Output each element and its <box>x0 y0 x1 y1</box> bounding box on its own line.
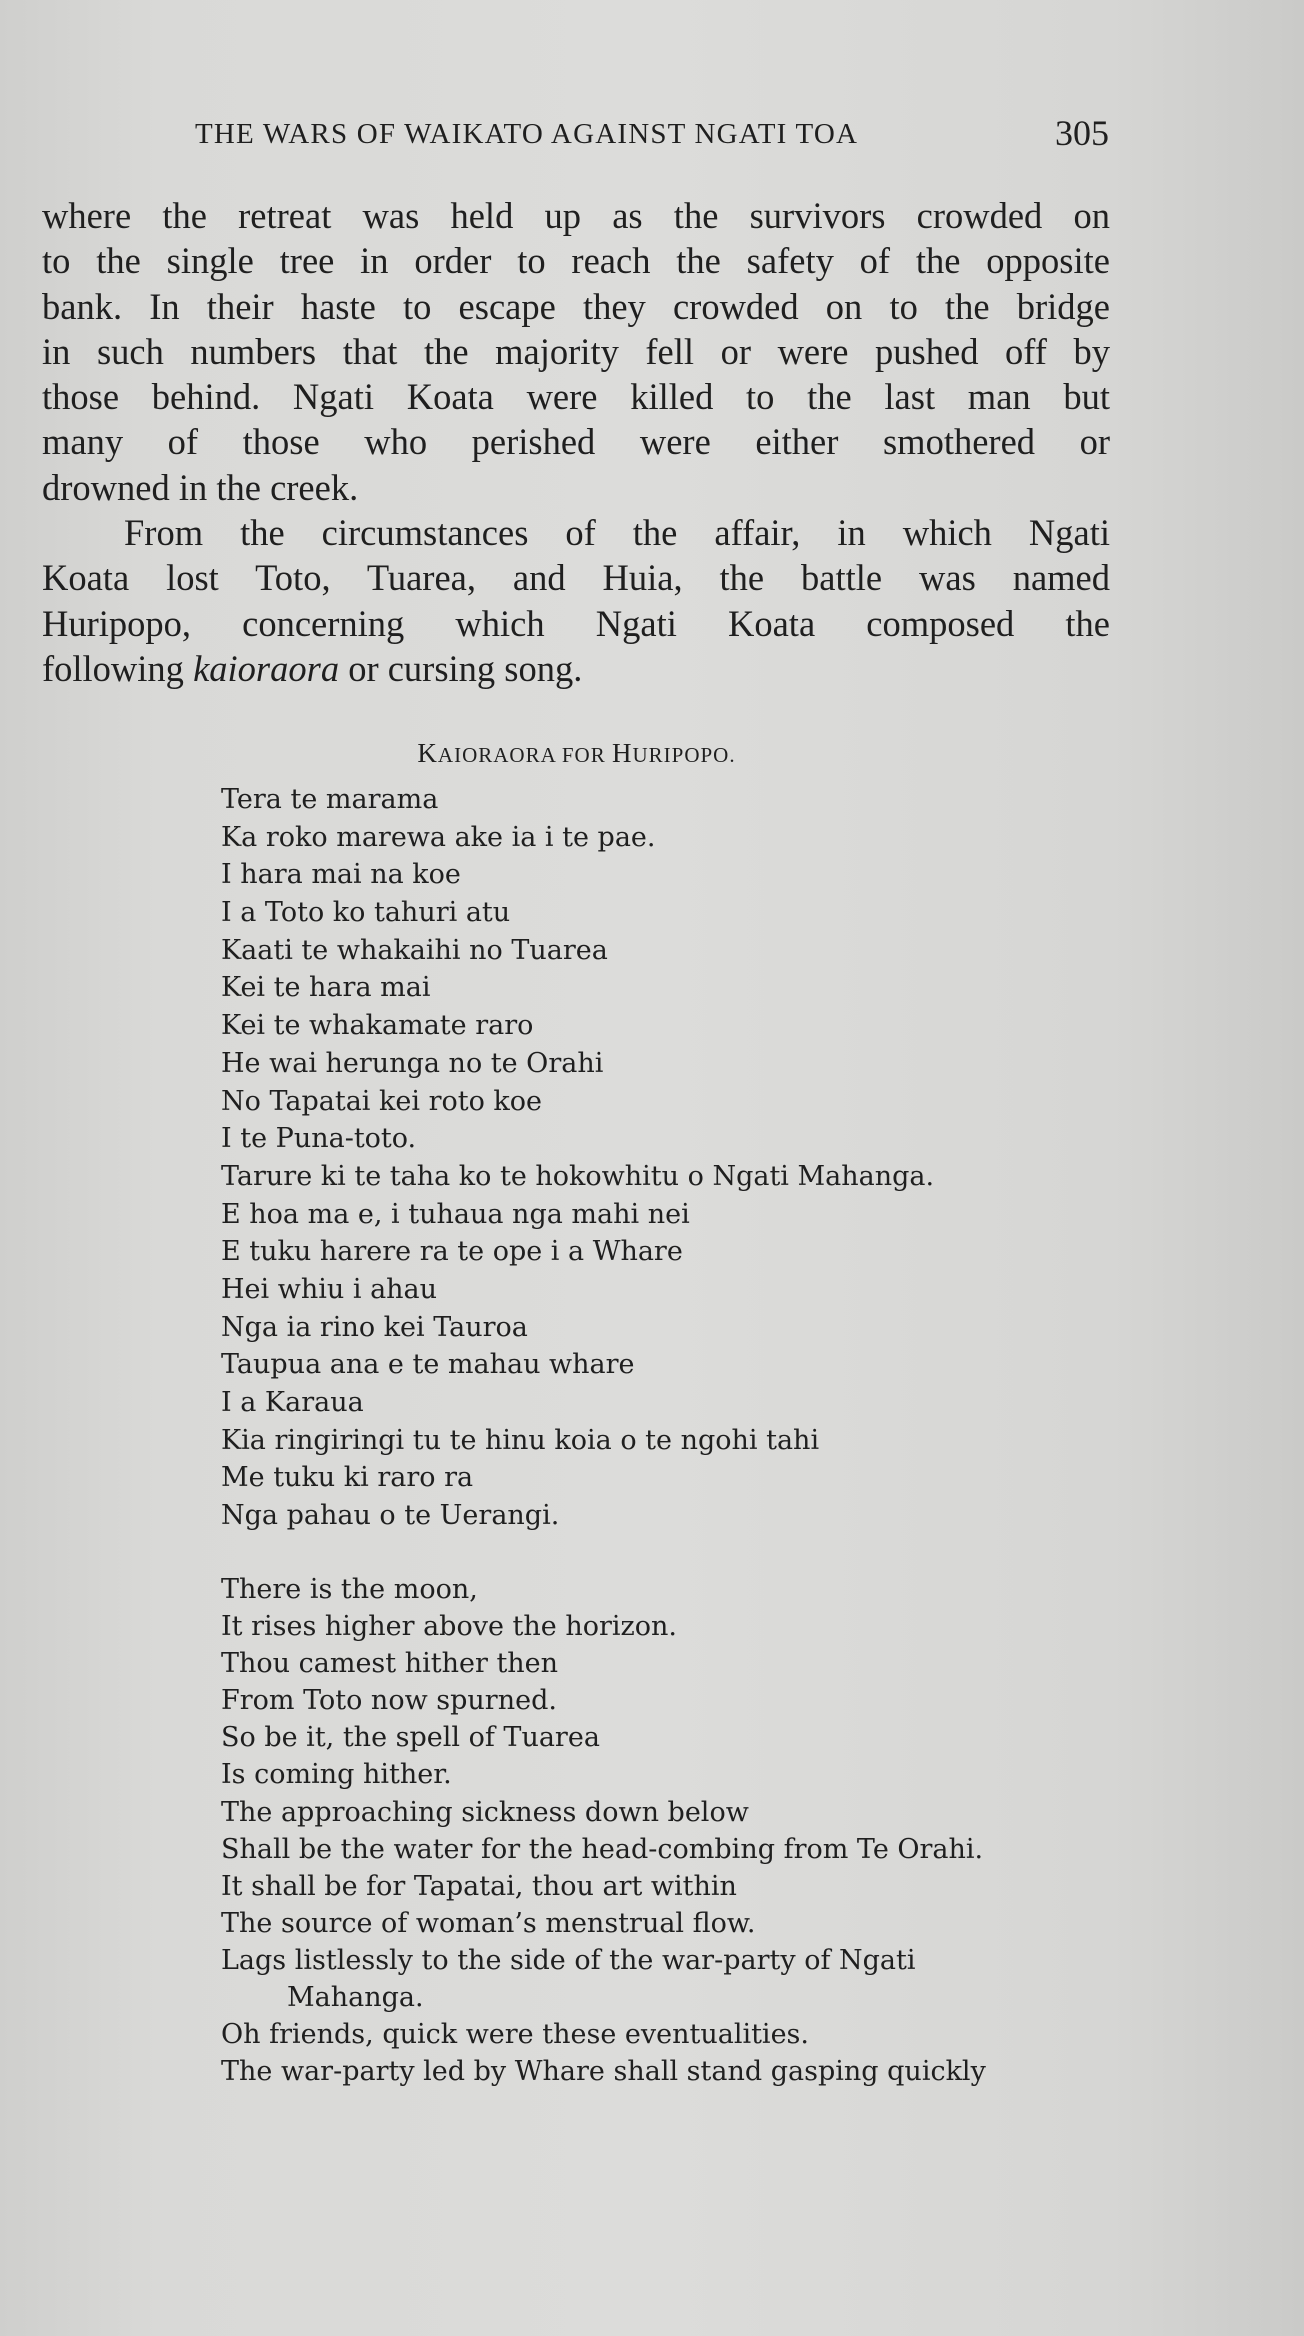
heading-initial: K <box>417 738 438 768</box>
song-line: I a Toto ko tahuri atu <box>221 897 511 929</box>
body-text <box>42 193 1110 691</box>
running-head <box>195 112 1115 156</box>
song-line: Tera te marama <box>221 784 439 815</box>
page-number: 305 <box>1055 113 1109 153</box>
paragraph-line: Huripopo, concerning which Ngati Koata composed the <box>42 602 1110 644</box>
heading-initial: H <box>611 738 633 768</box>
song-heading <box>0 738 1153 769</box>
song-line: Nga pahau o te Uerangi. <box>221 1500 560 1532</box>
paragraph-line <box>42 646 1110 691</box>
song-line-continuation: Mahanga. <box>287 1982 424 2014</box>
paragraph-line: to the single tree in order to reach the safety of the opposite <box>42 240 1110 282</box>
song-line: The approaching sickness down below <box>221 1796 749 1828</box>
song-line: No Tapatai kei roto koe <box>221 1085 543 1117</box>
song-line: There is the moon, <box>221 1574 478 1605</box>
song-line: Kei te hara mai <box>221 972 431 1004</box>
heading-smallcaps: URIPOPO. <box>632 743 736 767</box>
text-run: following <box>42 647 194 689</box>
song-line: E hoa ma e, i tuhaua nga mahi nei <box>221 1198 690 1230</box>
song-line: Lags listlessly to the side of the war-party of Ngati <box>221 1944 916 1976</box>
song-english-translation <box>221 1571 1101 2090</box>
paragraph-line: many of those who perished were either smothered or <box>42 421 1110 463</box>
song-line: Thou camest hither then <box>221 1648 559 1680</box>
paragraph-line: drowned in the creek. <box>42 466 359 508</box>
song-line: He wai herunga no te Orahi <box>221 1047 604 1079</box>
song-line: I a Karaua <box>221 1387 364 1418</box>
song-line: So be it, the spell of Tuarea <box>221 1722 600 1754</box>
paragraph-2 <box>42 510 1110 691</box>
song-line: E tuku harere ra te ope i a Whare <box>221 1236 683 1268</box>
paragraph-line: From the circumstances of the affair, in which Ngati <box>124 512 1110 554</box>
song-line: Kaati te whakaihi no Tuarea <box>221 934 608 966</box>
song-line: Hei whiu i ahau <box>221 1273 438 1305</box>
song-line: The war-party led by Whare shall stand gasping quickly <box>221 2056 986 2088</box>
song-line: It shall be for Tapatai, thou art within <box>221 1870 737 1902</box>
song-line: Ka roko marewa ake ia i te pae. <box>221 821 656 853</box>
text-run: or cursing song. <box>339 647 583 689</box>
song-line: Oh friends, quick were these eventualities. <box>221 2019 809 2051</box>
song-line: I te Puna-toto. <box>221 1123 417 1155</box>
song-line: The source of woman’s menstrual flow. <box>221 1907 756 1939</box>
song-line: Taupua ana e te mahau whare <box>221 1349 635 1381</box>
paragraph-line: bank. In their haste to escape they crowded on to the bridge <box>42 285 1110 327</box>
song-line: It rises higher above the horizon. <box>221 1611 677 1643</box>
song-line: Tarure ki te taha ko te hokowhitu o Ngati Mahanga. <box>221 1160 935 1192</box>
heading-smallcaps: FOR <box>555 743 612 767</box>
song-line: Nga ia rino kei Tauroa <box>221 1311 528 1343</box>
song-line: From Toto now spurned. <box>221 1685 557 1717</box>
song-line: I hara mai na koe <box>221 859 461 891</box>
song-line: Kia ringiringi tu te hinu koia o te ngohi tahi <box>221 1424 820 1456</box>
paragraph-line: where the retreat was held up as the survivors crowded on <box>42 195 1110 236</box>
paragraph-line: those behind. Ngati Koata were killed to the last man but <box>42 376 1110 418</box>
song-line: Me tuku ki raro ra <box>221 1462 474 1494</box>
song-line: Shall be the water for the head-combing from Te Orahi. <box>221 1833 984 1865</box>
paragraph-1 <box>42 193 1110 510</box>
heading-smallcaps: AIORAORA <box>437 743 556 767</box>
song-line: Is coming hither. <box>221 1759 452 1791</box>
paragraph-line: in such numbers that the majority fell or were pushed off by <box>42 330 1110 372</box>
song-maori-text <box>221 781 1101 1535</box>
italic-term: kaioraora <box>193 647 340 689</box>
running-title: THE WARS OF WAIKATO AGAINST NGATI TOA <box>195 118 859 150</box>
song-line: Kei te whakamate raro <box>221 1010 534 1042</box>
paragraph-line: Koata lost Toto, Tuarea, and Huia, the battle was named <box>42 557 1110 599</box>
